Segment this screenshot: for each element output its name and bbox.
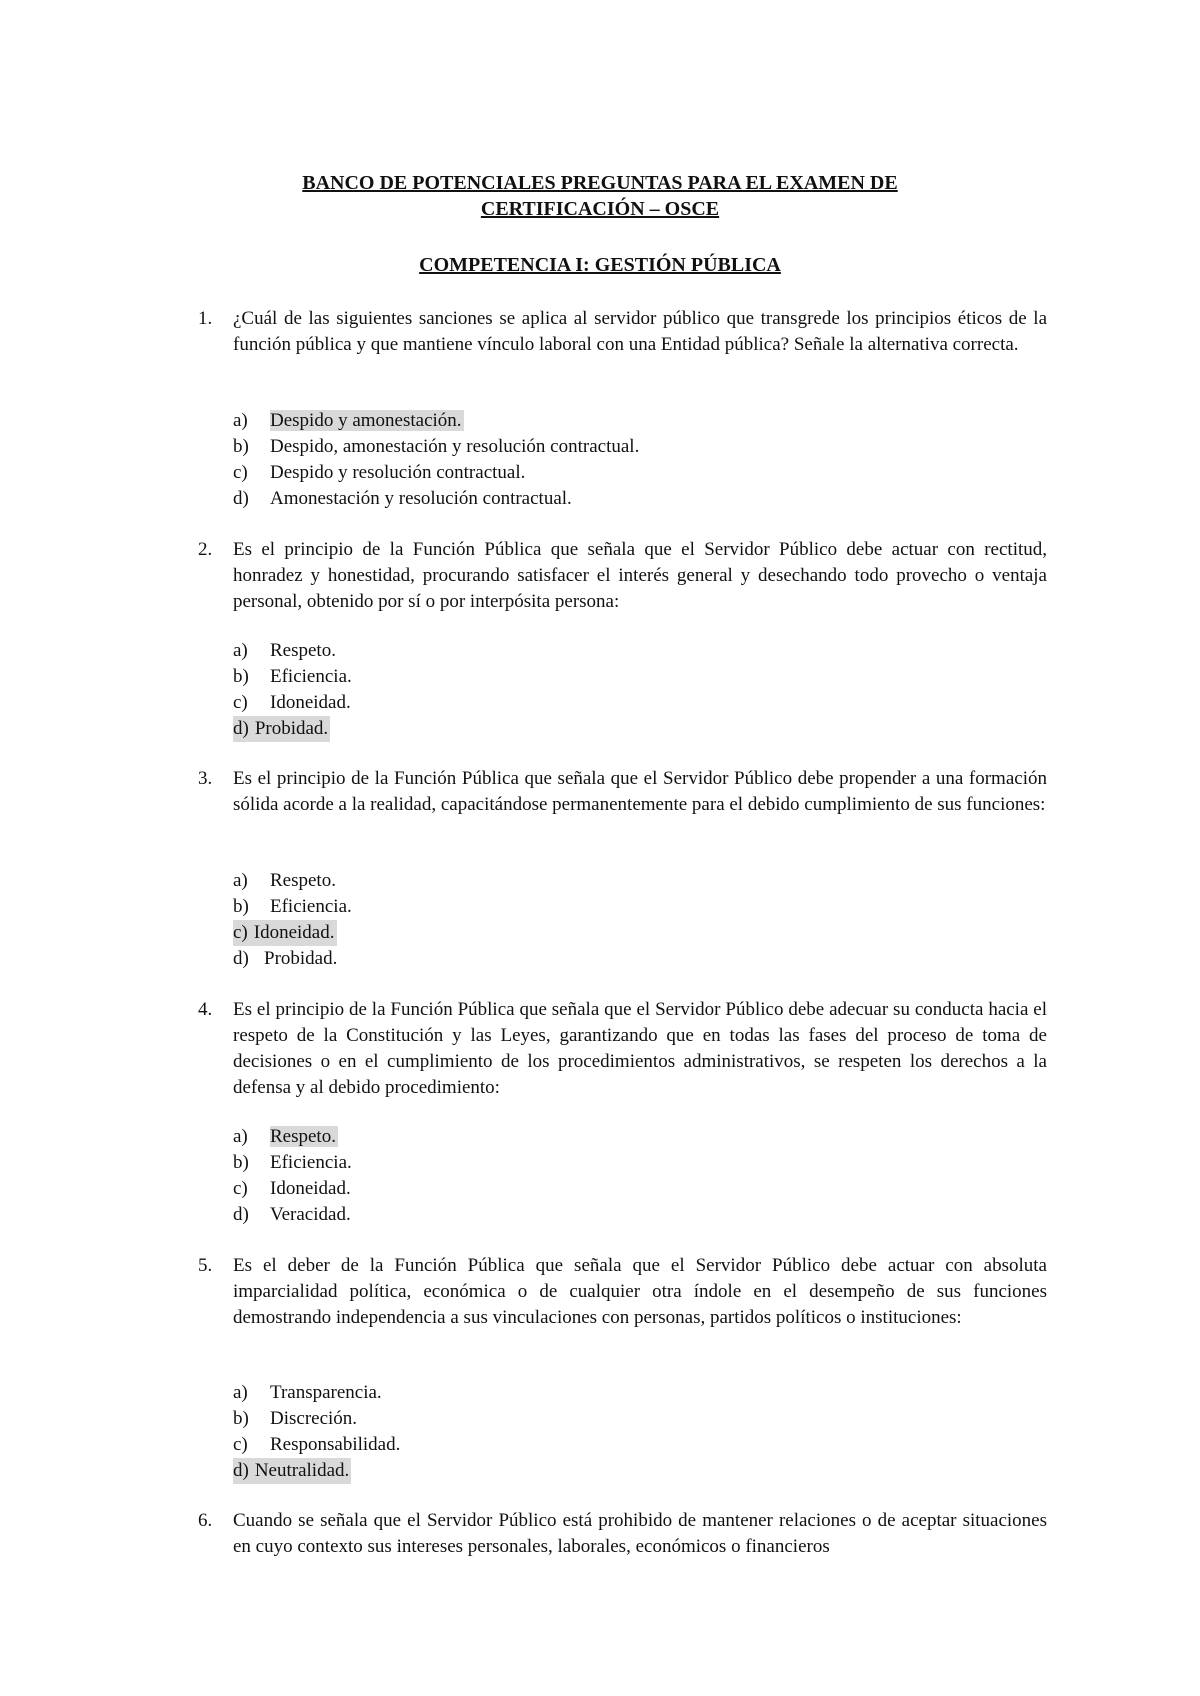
- option-label: a): [233, 1126, 248, 1147]
- option-3c: [233, 920, 337, 946]
- option-label: c): [233, 1434, 248, 1455]
- question-number: 5.: [198, 1255, 213, 1276]
- question-number: 4.: [198, 999, 213, 1020]
- option-label: a): [233, 1382, 248, 1403]
- option-label: d): [233, 948, 249, 969]
- option-label: b): [233, 436, 249, 457]
- question-text: Cuando se señala que el Servidor Público está prohibido de mantener relaciones o de aceptar situaciones en cuyo contexto sus intereses personales, laborales, económicos o financieros: [233, 1510, 1047, 1557]
- option-label: b): [233, 666, 249, 687]
- option-2b: [233, 664, 352, 690]
- option-text: Respeto.: [270, 870, 336, 891]
- question-text: Es el principio de la Función Pública que señala que el Servidor Público debe adecuar su conducta hacia el respeto de la Constitución y las Leyes, garantizando que en todas las fases del proceso de toma de decisiones o en el cumplimiento de los procedimientos administrativos, se respeten los derechos a la defensa y al debido procedimiento:: [233, 999, 1047, 1098]
- question-text: Es el deber de la Función Pública que señala que el Servidor Público debe actuar con absoluta imparcialidad política, económica o de cualquier otra índole en el desempeño de sus funciones demostrando independencia a sus vinculaciones con personas, partidos políticos o instituciones:: [233, 1255, 1047, 1328]
- option-text: Transparencia.: [270, 1382, 382, 1403]
- option-5a: [233, 1380, 382, 1406]
- option-text: Responsabilidad.: [270, 1434, 401, 1455]
- option-3b: [233, 894, 352, 920]
- option-text: Despido y resolución contractual.: [270, 462, 526, 483]
- option-text: Eficiencia.: [270, 1152, 352, 1173]
- option-text: Despido, amonestación y resolución contractual.: [270, 436, 640, 457]
- option-3d: [233, 946, 337, 972]
- option-label: c): [233, 1178, 248, 1199]
- option-label: a): [233, 640, 248, 661]
- option-label: b): [233, 1152, 249, 1173]
- option-4a: [233, 1124, 338, 1150]
- option-text-highlighted: Respeto.: [270, 1126, 336, 1147]
- option-4c: [233, 1176, 351, 1202]
- option-text: Probidad.: [264, 948, 338, 969]
- option-label: d): [233, 1204, 249, 1225]
- question-text: Es el principio de la Función Pública que señala que el Servidor Público debe actuar con rectitud, honradez y honestidad, procurando satisfacer el interés general y desechando todo provecho o ventaja personal, obtenido por sí o por interpósita persona:: [233, 539, 1047, 612]
- option-label: b): [233, 1408, 249, 1429]
- option-label: a): [233, 410, 248, 431]
- option-1c: [233, 460, 525, 486]
- option-text: Idoneidad.: [270, 692, 351, 713]
- question-number: 6.: [198, 1510, 213, 1531]
- document-title: [200, 170, 1000, 222]
- title-line-2: CERTIFICACIÓN – OSCE: [480, 198, 720, 220]
- option-5d: [233, 1458, 351, 1484]
- section-heading: COMPETENCIA I: GESTIÓN PÚBLICA: [419, 254, 781, 276]
- option-5c: [233, 1432, 400, 1458]
- question-number: 2.: [198, 539, 213, 560]
- option-text: Respeto.: [270, 640, 336, 661]
- question-number: 1.: [198, 308, 213, 329]
- option-text-highlighted: Despido y amonestación.: [270, 410, 462, 431]
- option-text: Eficiencia.: [270, 666, 352, 687]
- option-4b: [233, 1150, 352, 1176]
- option-text: Veracidad.: [270, 1204, 351, 1225]
- option-text: Eficiencia.: [270, 896, 352, 917]
- title-line-1: BANCO DE POTENCIALES PREGUNTAS PARA EL EXAMEN DE: [302, 172, 898, 194]
- option-2d: [233, 716, 330, 742]
- option-text: Discreción.: [270, 1408, 358, 1429]
- option-label: d): [233, 718, 249, 739]
- option-5b: [233, 1406, 357, 1432]
- option-1d: [233, 486, 572, 512]
- option-1b: [233, 434, 639, 460]
- option-4d: [233, 1202, 351, 1228]
- option-2a: [233, 638, 336, 664]
- option-label: b): [233, 896, 249, 917]
- option-label: d): [233, 488, 249, 509]
- option-text: Idoneidad.: [270, 1178, 351, 1199]
- question-number: 3.: [198, 768, 213, 789]
- option-text-highlighted: Idoneidad.: [253, 922, 335, 943]
- option-text: Amonestación y resolución contractual.: [270, 488, 572, 509]
- option-text-highlighted: Neutralidad.: [254, 1460, 350, 1481]
- option-label: c): [233, 692, 248, 713]
- question-text: ¿Cuál de las siguientes sanciones se aplica al servidor público que transgrede los principios éticos de la función pública y que mantiene vínculo laboral con una Entidad pública? Señale la alternativa correcta.: [233, 308, 1047, 355]
- option-label: a): [233, 870, 248, 891]
- option-1a: [233, 408, 464, 434]
- option-text-highlighted: Probidad.: [254, 718, 329, 739]
- option-label: c): [233, 922, 248, 943]
- option-2c: [233, 690, 351, 716]
- option-label: c): [233, 462, 248, 483]
- option-3a: [233, 868, 336, 894]
- option-label: d): [233, 1460, 249, 1481]
- question-text: Es el principio de la Función Pública que señala que el Servidor Público debe propender a una formación sólida acorde a la realidad, capacitándose permanentemente para el debido cumplimiento de sus funciones:: [233, 768, 1047, 815]
